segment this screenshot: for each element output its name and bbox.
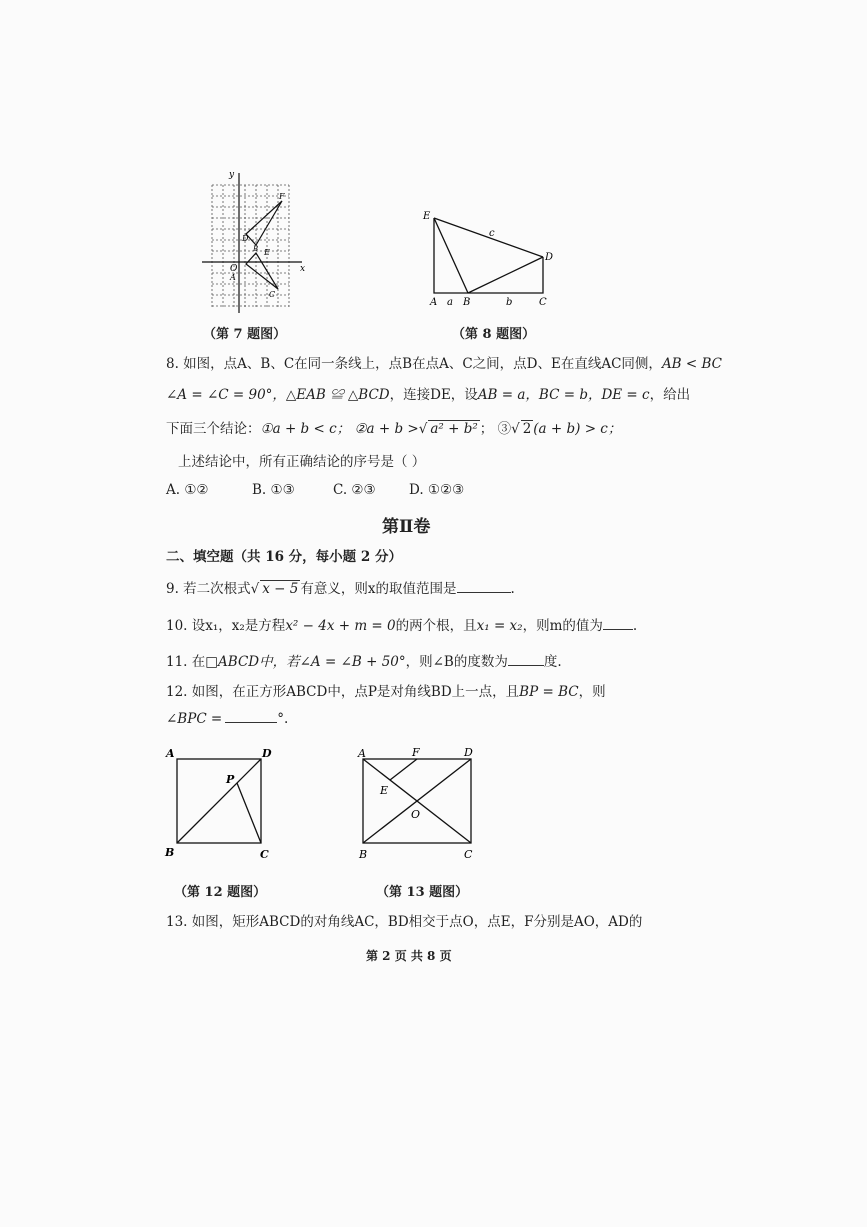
fig8-label-E: E — [423, 211, 431, 222]
q8-option-d[interactable]: D. ①②③ — [409, 482, 465, 498]
q10-equation: x² − 4x + m = 0 — [285, 618, 396, 634]
q11-equation: ∠A = ∠B + 50° — [299, 654, 406, 670]
q11-end: 度. — [543, 654, 562, 670]
q8-line-1 — [166, 352, 722, 372]
fig7-label-D: D — [242, 234, 249, 243]
q12-line1-end: ，则 — [578, 684, 606, 700]
q8-conclusion-2-pre: ②a + b > — [354, 421, 419, 437]
fig13-label-B: B — [359, 848, 368, 861]
fig7-label-B: B — [253, 245, 259, 253]
q8-option-c[interactable]: C. ②③ — [333, 482, 376, 498]
q11-post: ，则∠B的度数为 — [405, 654, 508, 670]
q11-answer-blank[interactable] — [508, 653, 544, 666]
q8-line2-text: ，连接DE，设 — [389, 387, 478, 403]
q12-line-2 — [166, 710, 288, 727]
q10-pre: 10. 设x₁，x₂是方程 — [166, 618, 286, 634]
q8-conclusion-2-end: ； — [479, 421, 494, 437]
fig12-label-P: P — [226, 773, 235, 786]
q8-line-4: 上述结论中，所有正确结论的序号是（ ） — [178, 454, 426, 470]
q11-pre: 11. 在 — [166, 654, 206, 670]
figure-8-diagram — [415, 205, 565, 310]
parallelogram-symbol: □ — [205, 654, 219, 670]
q8-line-3 — [166, 417, 621, 437]
fig12-label-B: B — [165, 846, 175, 859]
figure-7 — [198, 165, 313, 315]
q9-radicand: x − 5 — [262, 581, 299, 597]
q8-line2-end: ，给出 — [649, 387, 691, 403]
fill-in-section-heading: 二、填空题（共 16 分，每小题 2 分） — [166, 549, 402, 565]
fig8-label-C: C — [539, 297, 547, 308]
q10-answer-blank[interactable] — [603, 617, 633, 630]
figure-7-diagram — [198, 165, 313, 315]
fig13-label-C: C — [464, 848, 473, 861]
fig12-label-C: C — [260, 848, 269, 861]
q12-end: °. — [277, 711, 289, 727]
fig8-label-B: B — [463, 297, 471, 308]
fig12-label-D: D — [262, 747, 272, 760]
fig7-label-A: A — [230, 273, 236, 282]
q9-answer-blank[interactable] — [457, 580, 511, 593]
fig13-label-O: O — [411, 808, 421, 821]
figure-13-diagram — [350, 742, 485, 866]
q8-line2-math: ∠A = ∠C = 90°，△EAB ≌ △BCD — [166, 387, 390, 403]
q13: 13. 如图，矩形ABCD的对角线AC，BD相交于点O，点E，F分别是AO，AD的 — [166, 914, 643, 930]
q8-line2-math2: AB = a，BC = b，DE = c — [477, 387, 650, 403]
q8-conclusion-3-pre: ③ — [497, 421, 512, 437]
figure-12 — [160, 742, 280, 864]
figure-12-caption: （第 12 题图） — [174, 885, 267, 900]
fig8-label-A: A — [430, 297, 438, 308]
q11 — [166, 650, 562, 670]
figure-8-caption: （第 8 题图） — [452, 327, 536, 342]
figure-13-caption: （第 13 题图） — [376, 885, 469, 900]
fig13-label-A: A — [358, 747, 366, 760]
q8-conclusion-1: ①a + b < c； — [260, 421, 351, 437]
fig13-label-F: F — [412, 746, 420, 759]
fig7-label-F: F — [279, 192, 285, 201]
figure-12-diagram — [160, 742, 280, 864]
sqrt-symbol: √ — [511, 421, 520, 437]
q12-angle: ∠BPC = — [166, 711, 223, 727]
fig8-label-a: a — [447, 297, 453, 308]
fig13-label-E: E — [380, 784, 389, 797]
figure-7-caption: （第 7 题图） — [203, 327, 287, 342]
part-2-title: 第Ⅱ卷 — [382, 517, 431, 537]
q12-answer-blank[interactable] — [225, 710, 277, 723]
q10-post: ，则m的值为 — [522, 618, 603, 634]
fig7-label-C: C — [269, 290, 276, 299]
fig8-label-c: c — [489, 228, 495, 239]
q10-condition: x₁ = x₂ — [476, 618, 523, 634]
fig8-label-b: b — [506, 297, 513, 308]
q8-prefix: 8. 如图，点 — [166, 356, 238, 372]
q10-end: . — [632, 618, 638, 634]
fig7-label-O: O — [230, 264, 238, 274]
q9 — [166, 577, 515, 597]
fig7-label-y: y — [229, 170, 235, 180]
q9-pre: 9. 若二次根式 — [166, 581, 251, 597]
page-footer: 第 2 页 共 8 页 — [366, 949, 452, 963]
fig7-label-x: x — [300, 264, 306, 274]
fig12-label-A: A — [166, 747, 175, 760]
q9-end: . — [510, 581, 515, 597]
q8-line-2 — [166, 383, 690, 403]
q12-equation: BP = BC — [519, 684, 579, 700]
q8-conclusion-3-post: (a + b) > c； — [533, 421, 622, 437]
q10-mid: 的两个根，且 — [395, 618, 477, 634]
fig8-label-D: D — [545, 252, 554, 263]
figure-13 — [350, 742, 485, 866]
q9-post: 有意义，则x的取值范围是 — [300, 581, 457, 597]
q8-conclusion-2-radicand: a² + b² — [430, 421, 478, 437]
q8-option-a[interactable]: A. ①② — [166, 482, 209, 498]
q8-conclusion-3-radicand: 2 — [522, 421, 532, 437]
q8-option-b[interactable]: B. ①③ — [252, 482, 295, 498]
q8-line1-text: A、B、C在同一条线上，点B在点A、C之间，点D、E在直线AC同侧， — [237, 356, 662, 372]
q12-line-1 — [166, 680, 606, 700]
fig7-label-E: E — [264, 248, 270, 257]
sqrt-symbol: √ — [418, 421, 428, 437]
q8-line1-math: AB < BC — [661, 356, 723, 372]
q8-line3-text: 下面三个结论： — [166, 421, 261, 437]
fig13-label-D: D — [464, 746, 473, 759]
q11-mid: ABCD中，若 — [218, 654, 300, 670]
q12-text: 12. 如图，在正方形ABCD中，点P是对角线BD上一点，且 — [166, 684, 520, 700]
figure-8 — [415, 205, 565, 310]
q10 — [166, 614, 637, 634]
sqrt-symbol: √ — [250, 581, 260, 597]
